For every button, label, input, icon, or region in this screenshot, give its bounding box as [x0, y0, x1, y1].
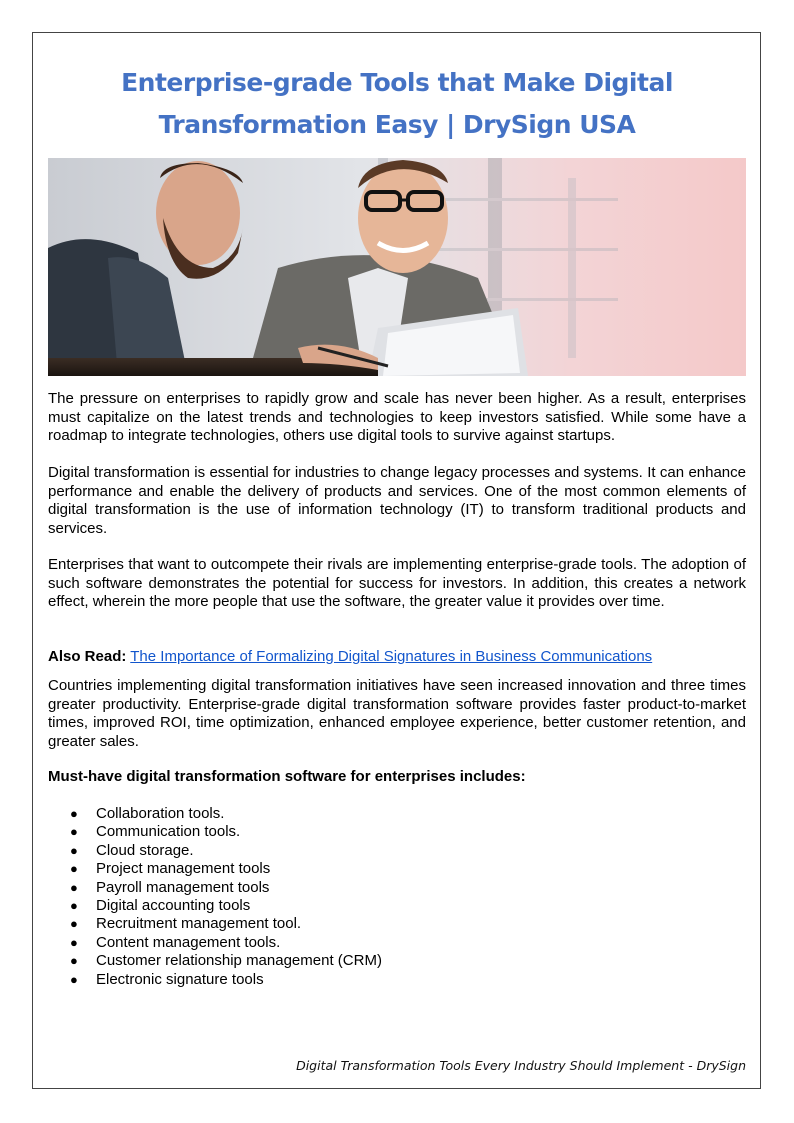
list-item: ● Electronic signature tools: [70, 970, 264, 988]
bullet-icon: ●: [70, 971, 78, 987]
paragraph-4: Countries implementing digital transformation initiatives have seen increased innovation and three times greater productivity. Enterprise-grade digital transformation software provides faster product-to-market times, improved ROI, time optimization, enhanced employee experience, better customer retention, and greater sales.: [48, 677, 746, 750]
bullet-icon: ●: [70, 879, 78, 895]
bullet-icon: ●: [70, 861, 78, 877]
bullet-icon: ●: [70, 806, 78, 821]
list-item: ● Payroll management tools: [70, 878, 270, 896]
list-item: ● Customer relationship management (CRM): [70, 952, 382, 970]
list-item: ● Digital accounting tools: [70, 897, 251, 915]
also-read: [48, 648, 652, 667]
bullet-icon: ●: [70, 898, 78, 914]
paragraph-2: Digital transformation is essential for industries to change legacy processes and systems. It can enhance performance and enable the delivery of products and services. One of the most common elements of digital transformation is the use of information technology (IT) to transform traditional products and services.: [48, 464, 746, 537]
software-list: [48, 805, 382, 989]
also-read-label: Also Read:: [48, 648, 127, 665]
paragraph-3: Enterprises that want to outcompete their rivals are implementing enterprise-grade tools. The adoption of such software demonstrates the potential for success for investors. In addition, this creates a network effect, wherein the more people that use the software, the greater value it provides over time.: [48, 556, 746, 610]
hero-illustration: [48, 158, 746, 376]
bullet-icon: ●: [70, 953, 78, 969]
page-footer: Digital Transformation Tools Every Industry Should Implement - DrySign: [296, 1058, 746, 1073]
list-item: ● Communication tools.: [70, 823, 241, 841]
bullet-icon: ●: [70, 934, 78, 950]
hero-image: [48, 158, 746, 376]
also-read-link[interactable]: The Importance of Formalizing Digital Signatures in Business Communications: [130, 648, 653, 665]
page-title: Enterprise-grade Tools that Make Digital Transformation Easy | DrySign USA: [121, 68, 673, 139]
bullet-icon: ●: [70, 842, 78, 858]
list-item: ● Content management tools.: [70, 933, 281, 951]
paragraph-1: The pressure on enterprises to rapidly grow and scale has never been higher. As a result, enterprises must capitalize on the latest trends and technologies to keep investors satisfied. While some have a roadmap to integrate technologies, others use digital tools to survive against startups.: [48, 390, 746, 444]
bullet-icon: ●: [70, 916, 78, 932]
list-item: ● Cloud storage.: [70, 841, 194, 859]
list-item: ● Project management tools: [70, 860, 271, 878]
list-heading: Must-have digital transformation software for enterprises includes:: [48, 768, 526, 785]
list-item: ● Collaboration tools.: [70, 805, 225, 822]
bullet-icon: ●: [70, 824, 78, 840]
list-item: ● Recruitment management tool.: [70, 915, 302, 933]
